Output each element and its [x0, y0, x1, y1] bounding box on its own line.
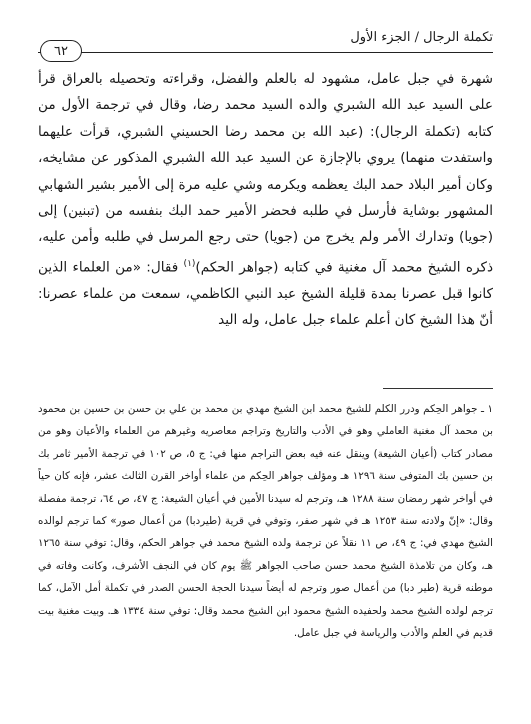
main-text	[38, 66, 493, 334]
main-paragraph-part-1: شهرة في جبل عامل، مشهود له بالعلم والفضل، وقراءته وتحصيله بالعراق قرأ على السيد عبد الله الشبري والده السيد محمد رضا، وقال في ترجمة الأول من كتابه (تكملة الرجال): (عبد الله بن محمد رضا الحسيني الشبري، قرأت عليهما واستفدت منهما) يروي بالإجازة عن السيد عبد الله الشبري المذكور عن مشايخه، وكان أمير البلاد حمد البك يعظمه ويكرمه وشي عليه مرة إلى الأمير بشير الشهابي المشهور بوشاية فأرسل في طلبه فحضر الأمير حمد البك بنفسه من (تبنين) إلى (جويا) وتدارك الأمر ولم يخرج من (جويا) حتى رجع المرسل في طلبه وأمن عليه، ذكره الشيخ محمد آل مغنية في كتابه (جواهر الحكم)	[38, 71, 493, 276]
footnote-marker: (١)	[183, 258, 196, 269]
footnote-divider	[383, 388, 493, 389]
footnotes	[38, 398, 493, 644]
footnote-1: ١ ـ جواهر الحِكم ودرر الكلم للشيخ محمد ابن الشيخ مهدي بن محمد بن علي بن حسن بن حسين بن محمود بن محمد آل مغنية العاملي وهو في الأدب والتاريخ وتراجم معاصريه وغيرهم من العلماء والأعيان وهو من مصادر كتاب (أعيان الشيعة) وينقل عنه فيه بعض التراجم منها في: ج ٥، ص ١٠٢ في ترجمة الأمير ثامر بك بن حسين بك المتوفى سنة ١٢٩٦ هـ ومؤلف جواهر الحِكم من علماء أواخر القرن الثالث عشر، فإنه كان حياً في أواخر شهر رمضان سنة ١٢٨٨ هـ، وترجم له سيدنا الأمين في أعيان الشيعة: ج ٤٧، ص ٦٤، ترجمة مفصلة وقال: «إنّ ولادته سنة ١٢٥٣ هـ في شهر صفر، وتوفي في قرية (طيردبا) من أعمال صور» كما ترجم لوالده الشيخ مهدي في: ج ٤٩، ص ١١ نقلاً عن ترجمة ولده الشيخ محمد في جواهر الحكم، وقال: توفي سنة ١٢٦٥ هـ، وكان من تلامذة الشيخ محمد حسن صاحب الجواهر ﷺ يوم كان في النجف الأشرف، وكانت وفاته في موطنه قرية (طير دبا) من أعمال صور وترجم له أيضاً سيدنا الحجة الحسن الصدر في تكملة أمل الآمل، كما ترجم لولده الشيخ محمد ولحفيده الشيخ محمود ابن الشيخ محمد وقال: توفي سنة ١٣٣٤ هـ. وبيت مغنية بيت قديم في العلم والأدب والرياسة في جبل عامل.	[38, 403, 494, 640]
running-title: تكملة الرجال / الجزء الأول	[350, 30, 493, 45]
header-rule	[38, 52, 493, 53]
page-header	[38, 30, 493, 52]
main-paragraph	[38, 66, 493, 334]
main-paragraph-part-2: فقال: «من العلماء الذين كانوا قبل عصرنا بمدة قليلة الشيخ عبد النبي الكاظمي، سمعت من علماء عصرنا: أنّ هذا الشيخ كان أعلم علماء جبل عامل، وله اليد	[38, 259, 493, 329]
page-number: ٦٢	[40, 40, 82, 62]
